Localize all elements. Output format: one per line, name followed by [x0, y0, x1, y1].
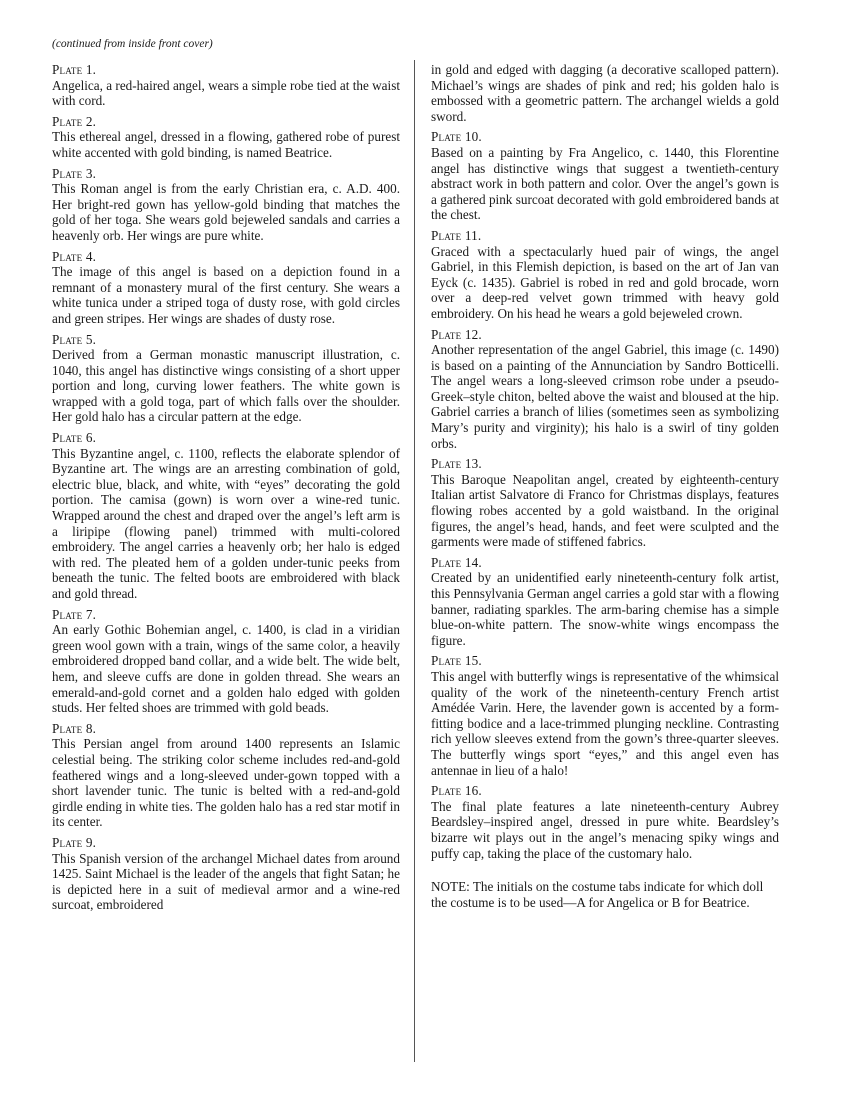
plate-text: The final plate features a late nineteenth-century Aubrey Beardsley–inspired angel, dressed in pure white. Beardsley’s bizarre wit plays out in the angel’s menacing spiky wings and puffy cap, taking the place of the customary halo.	[431, 798, 779, 861]
plate-8	[52, 721, 400, 830]
plate-text: This Baroque Neapolitan angel, created by eighteenth-century Italian artist Salvatore di Franco for Christmas displays, features flowing robes accented by a gold waistband. In the original figures, the angel’s head, hands, and feet were sculpted and the garments were made of stiffened fabrics.	[431, 471, 779, 550]
plate-text: This ethereal angel, dressed in a flowing, gathered robe of purest white accented with gold binding, is named Beatrice.	[52, 129, 400, 160]
plate-title: Plate 3.	[52, 165, 97, 181]
plate-text: This Persian angel from around 1400 represents an Islamic celestial being. The striking color scheme includes red-and-gold feathered wings and a long-sleeved under-gown topped with a short lavender tunic. The tunic is belted with a red-and-gold girdle ending in white ties. The golden halo has a red star motif in its center.	[52, 736, 400, 830]
plate-5	[52, 332, 400, 426]
plate-text: This Roman angel is from the early Christian era, c. A.D. 400. Her bright-red gown has yellow-gold binding that matches the gold of her toga. She wears gold bejeweled sandals and carries a heavenly orb. Her wings are pure white.	[52, 181, 400, 243]
plate-title: Plate 15.	[431, 653, 482, 669]
continued-header: (continued from inside front cover)	[52, 38, 213, 50]
plate-7	[52, 607, 400, 716]
plate-title: Plate 2.	[52, 113, 97, 129]
plate-title: Plate 14.	[431, 554, 482, 570]
plate-9-continued: in gold and edged with dagging (a decorative scalloped pattern). Michael’s wings are shades of pink and red; his golden halo is embossed with a geometric pattern. The archangel wields a gold sword.	[431, 62, 779, 124]
plate-6	[52, 430, 400, 602]
plate-text: Based on a painting by Fra Angelico, c. 1440, this Florentine angel has distinctive wings that suggest a twentieth-century abstract work in both pattern and color. Over the angel’s gown is a gathered pink surcoat decorated with gold embroidered bands at the chest.	[431, 144, 779, 223]
plate-text: The image of this angel is based on a depiction found in a remnant of a monastery mural of the first century. She wears a white tunica under a striped toga of dusty rose, with gold circles and green stripes. Her wings are shades of dusty rose.	[52, 264, 400, 326]
plate-title: Plate 4.	[52, 248, 97, 264]
plate-text: This Spanish version of the archangel Michael dates from around 1425. Saint Michael is the leader of the angels that fight Satan; he is depicted here in a suit of medieval armor and a wine-red surcoat, embroidered	[52, 850, 400, 913]
plate-12	[431, 327, 779, 452]
plate-text: Graced with a spectacularly hued pair of wings, the angel Gabriel, in this Flemish depiction, is based on the art of Jan van Eyck (c. 1435). Gabriel is robed in red and gold brocade, worn over a deep-red velvet gown trimmed with heavy gold embroidery. On his head he wears a gold bejeweled crown.	[431, 243, 779, 321]
plate-2	[52, 114, 400, 161]
plate-4	[52, 249, 400, 327]
plate-title: Plate 11.	[431, 227, 482, 243]
plate-title: Plate 13.	[431, 456, 482, 472]
plate-title: Plate 1.	[52, 62, 97, 77]
plate-11	[431, 228, 779, 322]
plate-text: An early Gothic Bohemian angel, c. 1400, is clad in a viridian green wool gown with a train, wings of the same color, a heavily embroidered dropped band collar, and a wide belt. The wide belt, hem, and sleeve cuffs are done in golden thread. She wears an emerald-and-gold cornet and a golden halo edged with golden studs. Her felted shoes are trimmed with gold beads.	[52, 622, 400, 716]
plate-1	[52, 62, 400, 109]
plate-text: This Byzantine angel, c. 1100, reflects the elaborate splendor of Byzantine art. The wings are an arresting combination of gold, electric blue, black, and white, with “eyes” decorating the gold portion. The camisa (gown) is worn over a wine-red tunic. Wrapped around the chest and draped over the angel’s left arm is a liripipe (flowing panel) trimmed with multi-colored embroidery. The angel carries a heavenly orb; her halo is edged with red. The pleated hem of a golden under-tunic peeks from beneath the tunic. The felted boots are embroidered with black and gold thread.	[52, 445, 400, 601]
plate-9	[52, 835, 400, 913]
plate-10	[431, 129, 779, 223]
plate-13	[431, 456, 779, 550]
column-divider	[414, 60, 415, 1062]
right-column	[431, 62, 779, 910]
plate-16	[431, 783, 779, 861]
left-column	[52, 62, 400, 918]
plate-title: Plate 6.	[52, 430, 97, 446]
plate-3	[52, 166, 400, 244]
plate-14	[431, 555, 779, 649]
plate-title: Plate 10.	[431, 129, 482, 145]
plate-title: Plate 5.	[52, 331, 97, 347]
plate-title: Plate 7.	[52, 606, 97, 622]
plate-title: Plate 16.	[431, 783, 482, 799]
plate-text: Angelica, a red-haired angel, wears a simple robe tied at the waist with cord.	[52, 77, 400, 109]
plate-text: Derived from a German monastic manuscript illustration, c. 1040, this angel has distinctive wings consisting of a short upper portion and long, curving lower feathers. The white gown is wrapped with a gold toga, part of which falls over the shoulder. Her gold halo has a circular pattern at the edge.	[52, 347, 400, 425]
plate-title: Plate 9.	[52, 834, 97, 850]
plate-title: Plate 8.	[52, 720, 97, 736]
plate-title: Plate 12.	[431, 326, 482, 342]
plate-text: Another representation of the angel Gabriel, this image (c. 1490) is based on a painting of the Annunciation by Sandro Botticelli. The angel wears a long-sleeved crimson robe under a pseudo-Greek–style chiton, belted above the waist and bloused at the hip. Gabriel carries a branch of lilies (sometimes seen as symbolizing Mary’s purity and virginity); his halo is a swirl of tiny golden orbs.	[431, 342, 779, 451]
plate-text: Created by an unidentified early nineteenth-century folk artist, this Pennsylvania German angel carries a gold star with a flowing banner, radiating sparkles. The arm-baring chemise has a simple blue-on-white pattern. The snow-white wings encompass the figure.	[431, 570, 779, 648]
costume-note: NOTE: The initials on the costume tabs indicate for which doll the costume is to be used—A for Angelica or B for Beatrice.	[431, 879, 764, 910]
plate-text: This angel with butterfly wings is representative of the whimsical quality of the work of the nineteenth-century French artist Amédée Varin. Here, the lavender gown is accented by a form-fitting bodice and a lace-trimmed plunging neckline. Contrasting rich yellow sleeves extend from the gown’s three-quarter sleeves. The butterfly wings sport “eyes,” and this angel even has antennae in lieu of a halo!	[431, 668, 779, 778]
plate-15	[431, 653, 779, 778]
